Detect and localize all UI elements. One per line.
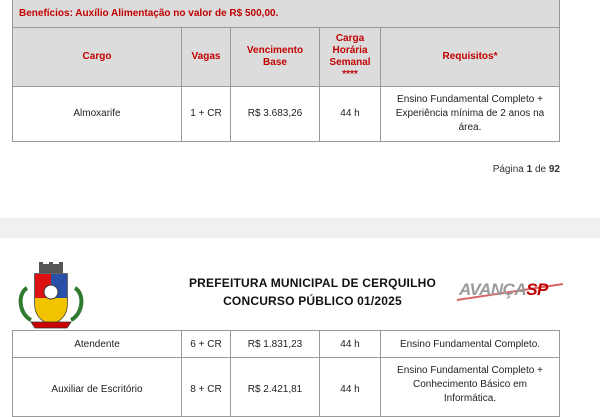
- req-line2: Experiência mínima de 2 anos na: [395, 108, 545, 119]
- cell-requisitos: [381, 358, 560, 417]
- cell-vagas: 6 + CR: [182, 331, 231, 358]
- positions-table-page-1: [12, 0, 560, 142]
- page-number-label: Página: [492, 164, 524, 175]
- page-number-total: 92: [548, 164, 560, 175]
- req-line1: Ensino Fundamental Completo +: [397, 94, 543, 105]
- logo-text-part1: AVANÇA: [459, 280, 527, 299]
- city-coat-of-arms-icon: [17, 262, 85, 334]
- header-cargo: Cargo: [13, 28, 182, 87]
- page-gap: [0, 218, 600, 238]
- cell-vagas: 8 + CR: [182, 358, 231, 417]
- header-vencimento-line2: Base: [263, 57, 287, 68]
- cell-vencimento: R$ 1.831,23: [231, 331, 320, 358]
- cell-carga: 44 h: [320, 331, 381, 358]
- cell-carga: 44 h: [320, 87, 381, 142]
- page-number-current: 1: [526, 164, 533, 175]
- header-vencimento-line1: Vencimento: [246, 45, 304, 56]
- cell-cargo: Almoxarife: [13, 87, 182, 142]
- req-line1: Ensino Fundamental Completo +: [397, 365, 543, 376]
- header-carga-line2: Horária: [332, 45, 368, 56]
- document-title-line2: CONCURSO PÚBLICO 01/2025: [223, 294, 402, 308]
- logo-text-part2: SP: [526, 280, 548, 299]
- header-vencimento: [231, 28, 320, 87]
- cell-vencimento: R$ 3.683,26: [231, 87, 320, 142]
- table-row: [13, 87, 560, 142]
- req-line3: Informática.: [443, 393, 497, 404]
- avancasp-logo: [455, 278, 567, 304]
- table-row: [13, 358, 560, 417]
- header-carga-line4: ****: [342, 69, 358, 80]
- header-requisitos: Requisitos*: [381, 28, 560, 87]
- cell-vencimento: R$ 2.421,81: [231, 358, 320, 417]
- header-carga-line3: Semanal: [329, 57, 371, 68]
- header-carga: [320, 28, 381, 87]
- header-vagas: Vagas: [182, 28, 231, 87]
- cell-requisitos: [381, 87, 560, 142]
- req-line2: Conhecimento Básico em: [413, 379, 527, 390]
- benefits-banner: Benefícios: Auxílio Alimentação no valor de R$ 500,00.: [13, 0, 560, 28]
- table-header-row: [13, 28, 560, 87]
- positions-table-page-2: [12, 330, 560, 417]
- document-page-2: [0, 238, 600, 405]
- cell-carga: 44 h: [320, 358, 381, 417]
- page-number: [493, 164, 560, 175]
- cell-cargo: Auxiliar de Escritório: [13, 358, 182, 417]
- cell-vagas: 1 + CR: [182, 87, 231, 142]
- page-number-of: de: [534, 164, 547, 175]
- table-row: [13, 331, 560, 358]
- cell-cargo: Atendente: [13, 331, 182, 358]
- cell-requisitos: Ensino Fundamental Completo.: [381, 331, 560, 358]
- header-carga-line1: Carga: [335, 33, 365, 44]
- req-line3: área.: [458, 122, 482, 133]
- document-title-line1: PREFEITURA MUNICIPAL DE CERQUILHO: [188, 276, 437, 290]
